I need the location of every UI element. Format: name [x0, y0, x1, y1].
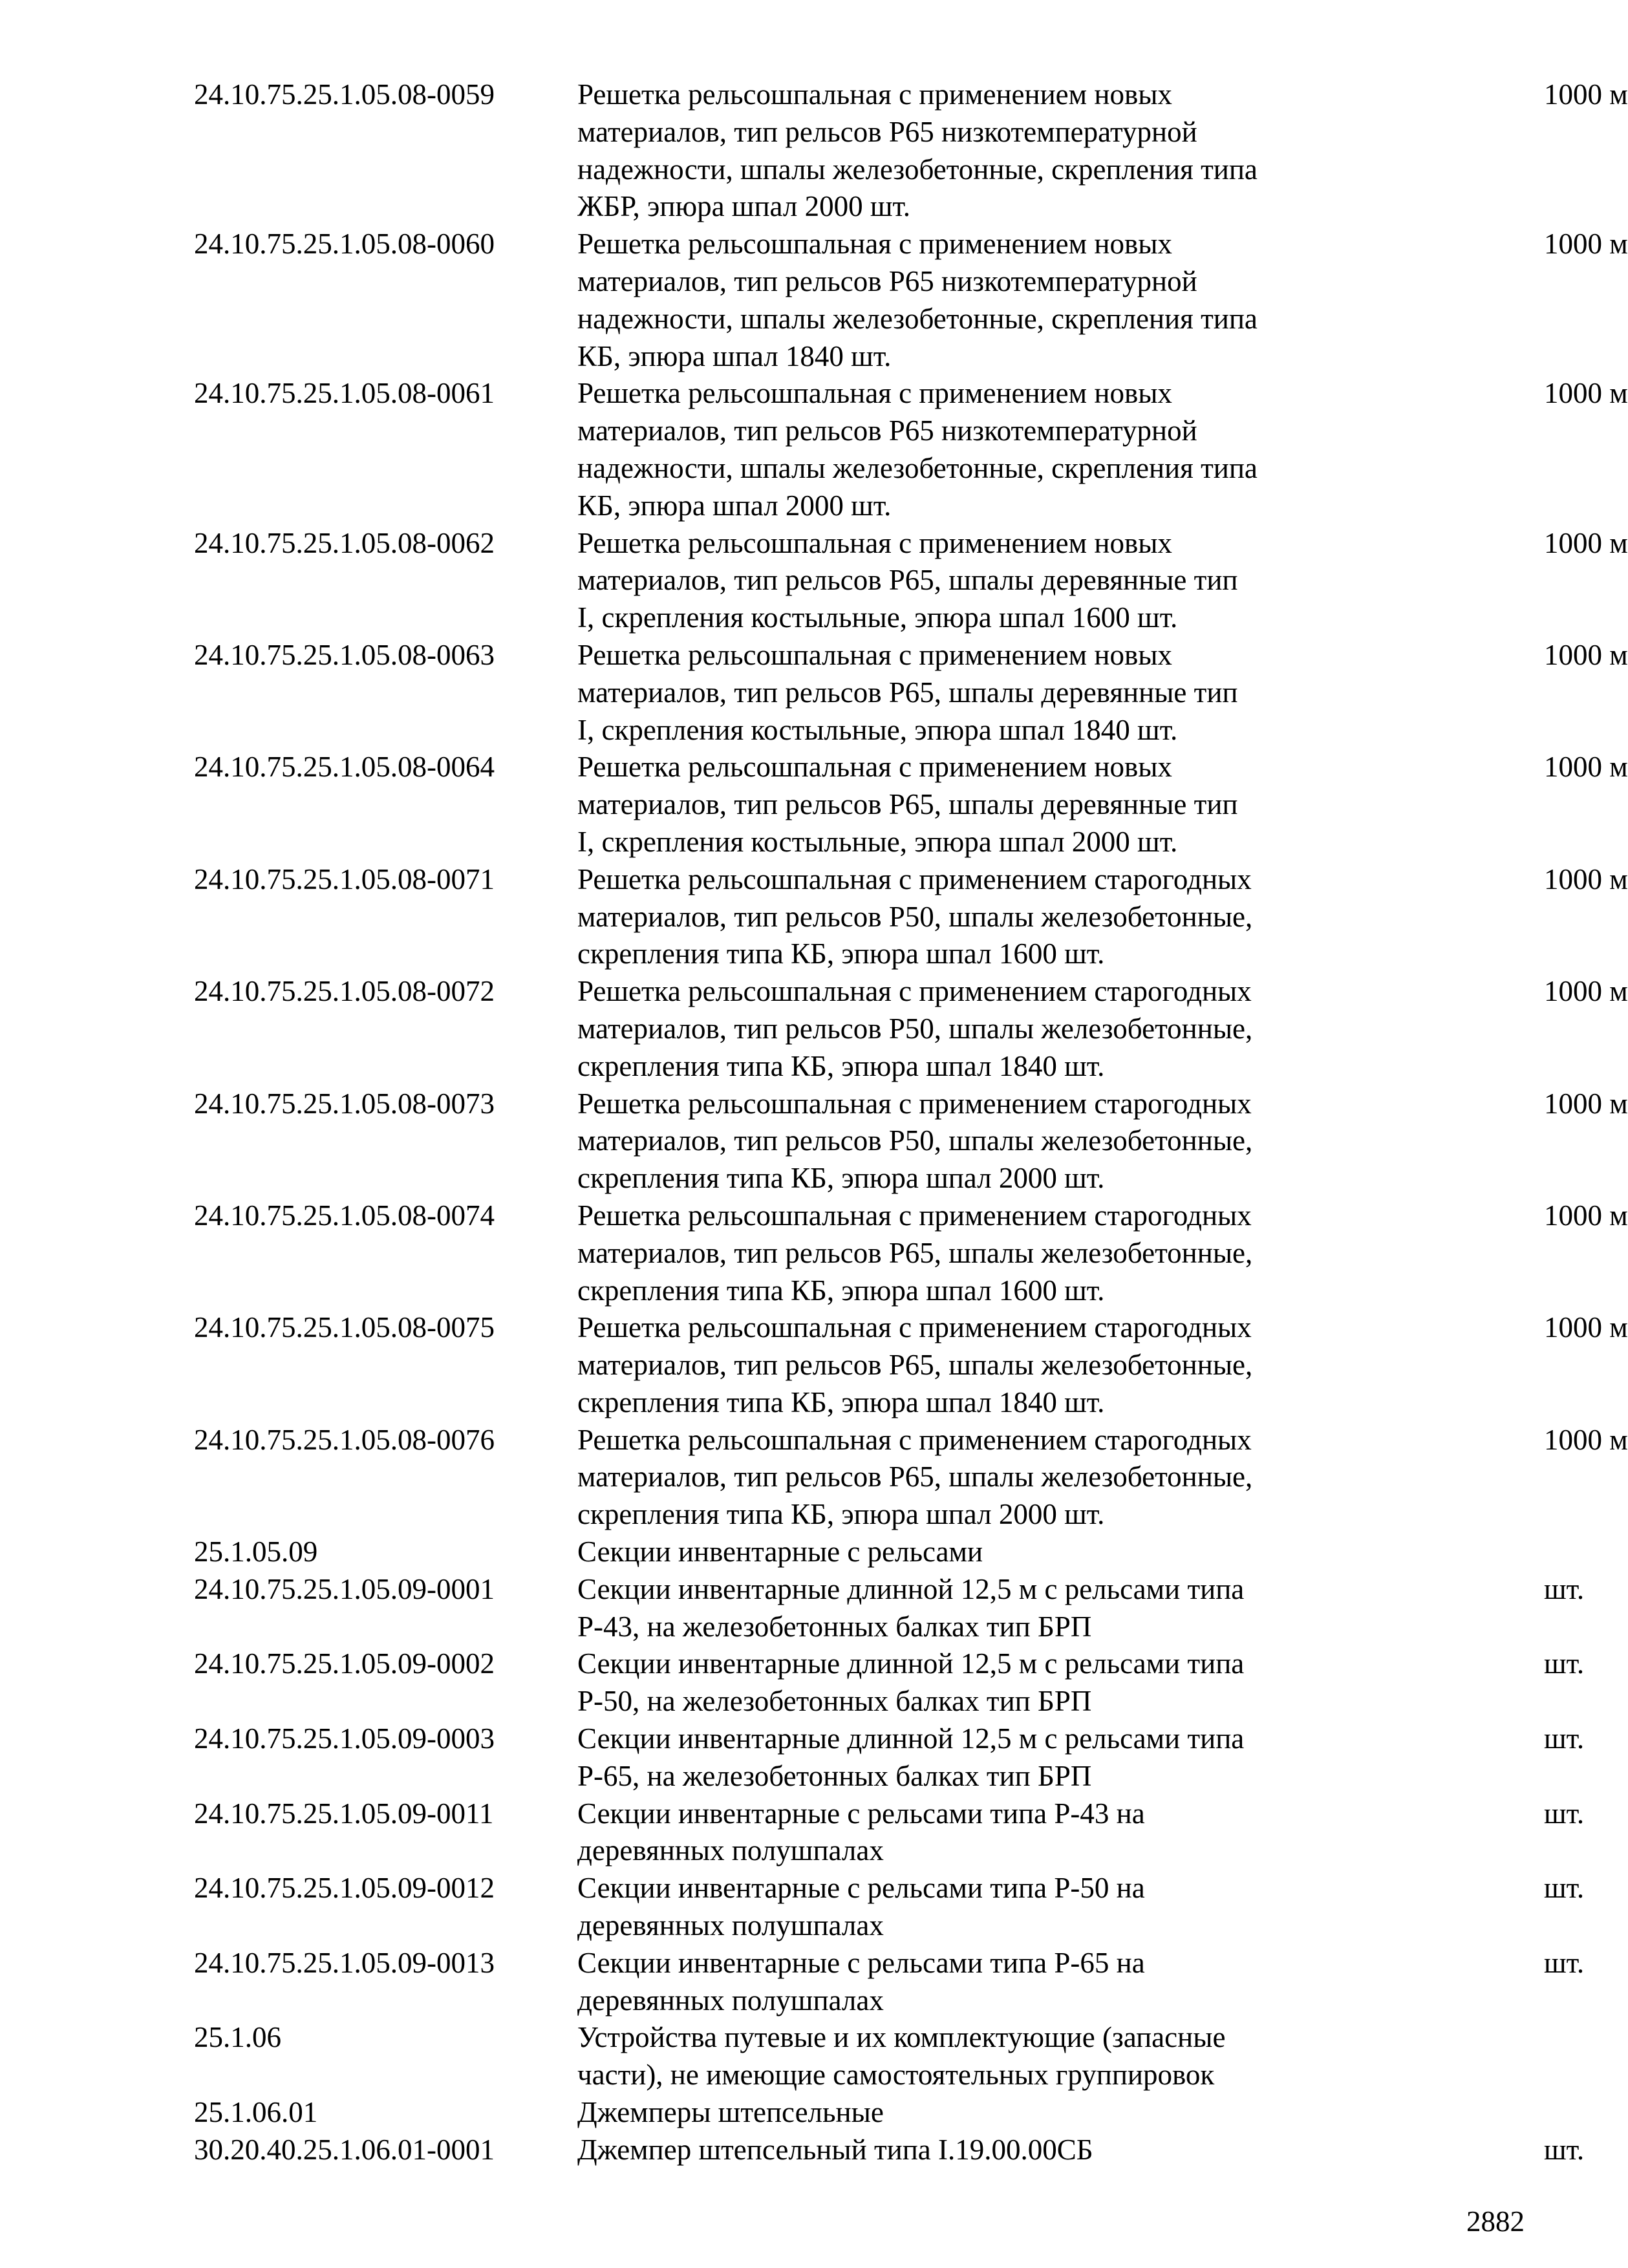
item-unit: 1000 м [1544, 751, 1628, 784]
item-description: Устройства путевые и их комплектующие (запасные части), не имеющие самостоятельных группировок [577, 2021, 1226, 2091]
item-unit: 1000 м [1544, 78, 1628, 111]
item-code: 24.10.75.25.1.05.08-0076 [194, 1423, 495, 1456]
item-code: 24.10.75.25.1.05.08-0075 [194, 1311, 495, 1344]
list-item [194, 1571, 1585, 1646]
item-code: 24.10.75.25.1.05.09-0002 [194, 1647, 495, 1680]
list-item [194, 1086, 1628, 1197]
item-unit: 1000 м [1544, 1423, 1628, 1456]
item-code: 24.10.75.25.1.05.09-0011 [194, 1797, 494, 1830]
item-description: Решетка рельсошпальная с применением новых материалов, тип рельсов Р65 низкотемпературной надежности, шпалы железобетонные, скрепления типа ЖБР, эпюра шпал 2000 шт. [577, 78, 1258, 223]
item-unit: 1000 м [1544, 1311, 1628, 1344]
item-unit: 1000 м [1544, 975, 1628, 1008]
item-unit: 1000 м [1544, 377, 1628, 410]
item-description: Секции инвентарные с рельсами типа Р-43 на деревянных полушпалах [577, 1797, 1145, 1867]
item-description: Джемпер штепсельный типа I.19.00.00СБ [577, 2133, 1093, 2166]
item-description: Секции инвентарные с рельсами [577, 1535, 983, 1568]
item-unit: шт. [1544, 1647, 1585, 1680]
item-description: Решетка рельсошпальная с применением новых материалов, тип рельсов Р65, шпалы деревянные тип I, скрепления костыльные, эпюра шпал 1840 шт. [577, 638, 1238, 746]
item-code: 25.1.06.01 [194, 2096, 318, 2129]
item-description: Решетка рельсошпальная с применением старогодных материалов, тип рельсов Р50, шпалы железобетонные, скрепления типа КБ, эпюра шпал 2000 шт. [577, 1087, 1253, 1195]
item-code: 24.10.75.25.1.05.09-0013 [194, 1946, 495, 1979]
item-code: 24.10.75.25.1.05.09-0003 [194, 1722, 495, 1755]
list-item [194, 2019, 1494, 2094]
item-code: 25.1.05.09 [194, 1535, 318, 1568]
item-code: 24.10.75.25.1.05.08-0073 [194, 1087, 495, 1120]
list-item [194, 749, 1628, 861]
list-item [194, 1795, 1585, 1870]
item-code: 24.10.75.25.1.05.08-0063 [194, 638, 495, 671]
item-code: 30.20.40.25.1.06.01-0001 [194, 2133, 495, 2166]
item-code: 24.10.75.25.1.05.09-0001 [194, 1572, 495, 1605]
list-item [194, 1534, 1494, 1571]
item-description: Секции инвентарные длинной 12,5 м с рельсами типа Р-65, на железобетонных балках тип БРП [577, 1722, 1245, 1792]
list-item [194, 1720, 1585, 1795]
item-code: 24.10.75.25.1.05.08-0061 [194, 377, 495, 410]
item-code: 24.10.75.25.1.05.08-0059 [194, 78, 495, 111]
item-unit: шт. [1544, 2133, 1585, 2166]
item-code: 24.10.75.25.1.05.08-0072 [194, 975, 495, 1008]
item-description: Секции инвентарные длинной 12,5 м с рельсами типа Р-50, на железобетонных балках тип БРП [577, 1647, 1245, 1718]
item-unit: 1000 м [1544, 1199, 1628, 1232]
item-description: Секции инвентарные с рельсами типа Р-50 на деревянных полушпалах [577, 1872, 1145, 1942]
item-description: Решетка рельсошпальная с применением новых материалов, тип рельсов Р65, шпалы деревянные тип I, скрепления костыльные, эпюра шпал 2000 шт. [577, 751, 1238, 858]
page-number: 2882 [1466, 2205, 1525, 2238]
item-code: 24.10.75.25.1.05.08-0074 [194, 1199, 495, 1232]
list-item [194, 375, 1628, 524]
item-code: 24.10.75.25.1.05.09-0012 [194, 1872, 495, 1905]
item-code: 24.10.75.25.1.05.08-0060 [194, 228, 495, 261]
list-item [194, 1197, 1628, 1309]
list-item [194, 1945, 1585, 2020]
item-unit: шт. [1544, 1872, 1585, 1905]
item-description: Решетка рельсошпальная с применением старогодных материалов, тип рельсов Р50, шпалы железобетонные, скрепления типа КБ, эпюра шпал 1600 шт. [577, 862, 1253, 970]
item-unit: 1000 м [1544, 1087, 1628, 1120]
item-description: Решетка рельсошпальная с применением новых материалов, тип рельсов Р65 низкотемпературной надежности, шпалы железобетонные, скрепления типа КБ, эпюра шпал 2000 шт. [577, 377, 1258, 522]
item-code: 24.10.75.25.1.05.08-0062 [194, 526, 495, 559]
item-unit: шт. [1544, 1797, 1585, 1830]
item-unit: шт. [1544, 1572, 1585, 1605]
item-unit: 1000 м [1544, 638, 1628, 671]
item-unit: 1000 м [1544, 862, 1628, 895]
item-description: Решетка рельсошпальная с применением новых материалов, тип рельсов Р65 низкотемпературной надежности, шпалы железобетонные, скрепления типа КБ, эпюра шпал 1840 шт. [577, 228, 1258, 372]
item-description: Решетка рельсошпальная с применением старогодных материалов, тип рельсов Р65, шпалы железобетонные, скрепления типа КБ, эпюра шпал 1840 шт. [577, 1311, 1253, 1418]
item-unit: шт. [1544, 1722, 1585, 1755]
list-item [194, 973, 1628, 1085]
list-item [194, 2132, 1585, 2169]
item-description: Секции инвентарные длинной 12,5 м с рельсами типа Р-43, на железобетонных балках тип БРП [577, 1572, 1245, 1643]
list-item [194, 861, 1628, 973]
item-code: 24.10.75.25.1.05.08-0064 [194, 751, 495, 784]
item-description: Секции инвентарные с рельсами типа Р-65 на деревянных полушпалах [577, 1946, 1145, 2017]
item-code: 24.10.75.25.1.05.08-0071 [194, 862, 495, 895]
resource-list [194, 76, 1628, 2169]
item-code: 25.1.06 [194, 2021, 281, 2054]
item-description: Решетка рельсошпальная с применением старогодных материалов, тип рельсов Р50, шпалы железобетонные, скрепления типа КБ, эпюра шпал 1840 шт. [577, 975, 1253, 1082]
list-item [194, 1309, 1628, 1421]
list-item [194, 637, 1628, 749]
item-unit: 1000 м [1544, 526, 1628, 559]
item-description: Решетка рельсошпальная с применением старогодных материалов, тип рельсов Р65, шпалы железобетонные, скрепления типа КБ, эпюра шпал 1600 шт. [577, 1199, 1253, 1307]
list-item [194, 1870, 1585, 1945]
list-item [194, 1645, 1585, 1720]
list-item [194, 226, 1628, 375]
item-description: Решетка рельсошпальная с применением старогодных материалов, тип рельсов Р65, шпалы железобетонные, скрепления типа КБ, эпюра шпал 2000 шт. [577, 1423, 1253, 1531]
list-item [194, 76, 1628, 226]
item-unit: 1000 м [1544, 228, 1628, 261]
list-item [194, 525, 1628, 637]
item-description: Решетка рельсошпальная с применением новых материалов, тип рельсов Р65, шпалы деревянные тип I, скрепления костыльные, эпюра шпал 1600 шт. [577, 526, 1238, 634]
list-item [194, 1422, 1628, 1534]
item-description: Джемперы штепсельные [577, 2096, 884, 2129]
item-unit: шт. [1544, 1946, 1585, 1979]
list-item [194, 2094, 1494, 2132]
